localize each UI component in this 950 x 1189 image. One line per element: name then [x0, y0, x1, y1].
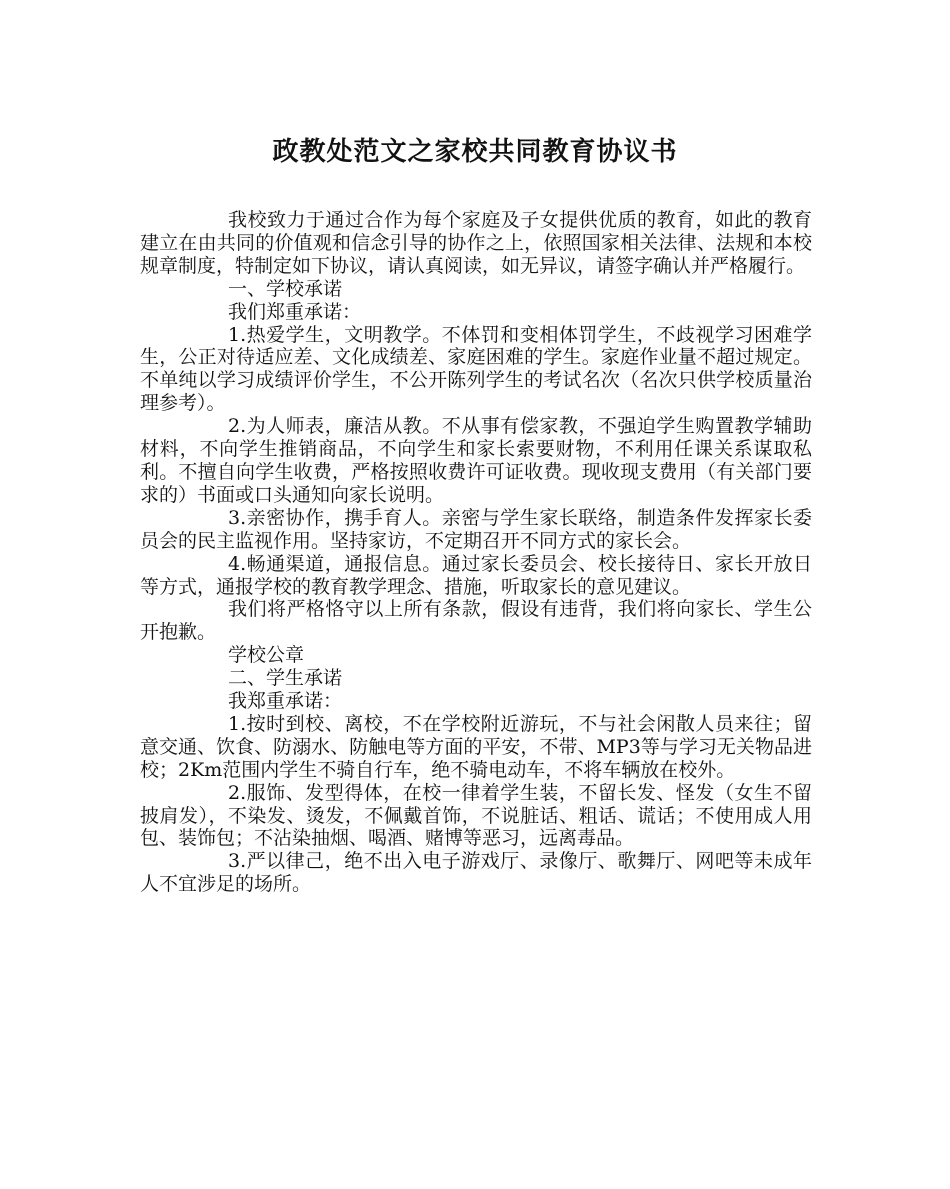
section-heading-student: 二、学生承诺 — [228, 667, 343, 690]
student-pledge-item-1: 1.按时到校、离校，不在学校附近游玩，不与社会闲散人员来往；留意交通、饮食、防溺水、防触电等方面的平安，不带、MP3等与学习无关物品进校；2Km范围内学生不骑自行车，绝不骑电动车，不将车辆放在校外。 — [140, 712, 812, 781]
school-pledge-lead: 我们郑重承诺： — [228, 300, 362, 323]
school-pledge-item-3: 3.亲密协作，携手育人。亲密与学生家长联络，制造条件发挥家长委员会的民主监视作用。坚持家访，不定期召开不同方式的家长会。 — [140, 506, 812, 552]
intro-paragraph: 我校致力于通过合作为每个家庭及子女提供优质的教育，如此的教育建立在由共同的价值观和信念引导的协作之上，依照国家相关法律、法规和本校规章制度，特制定如下协议，请认真阅读，如无异议，请签字确认并严格履行。 — [140, 209, 812, 277]
student-pledge-item-2: 2.服饰、发型得体，在校一律着学生装，不留长发、怪发（女生不留披肩发），不染发、烫发，不佩戴首饰，不说脏话、粗话、谎话；不使用成人用包、装饰包；不沾染抽烟、喝酒、赌博等恶习，远离毒品。 — [140, 781, 812, 850]
document-body — [140, 209, 812, 896]
school-pledge-item-4: 4.畅通渠道，通报信息。通过家长委员会、校长接待日、家长开放日等方式，通报学校的教育教学理念、措施，听取家长的意见建议。 — [140, 552, 812, 598]
student-pledge-item-3: 3.严以律己，绝不出入电子游戏厅、录像厅、歌舞厅、网吧等未成年人不宜涉足的场所。 — [140, 850, 812, 896]
student-pledge-lead: 我郑重承诺： — [228, 690, 343, 713]
school-seal-label: 学校公章 — [228, 644, 305, 667]
school-pledge-closing: 我们将严格恪守以上所有条款，假设有违背，我们将向家长、学生公开抱歉。 — [140, 598, 812, 644]
school-pledge-item-2: 2.为人师表，廉洁从教。不从事有偿家教，不强迫学生购置教学辅助材料，不向学生推销商品，不向学生和家长索要财物，不利用任课关系谋取私利。不擅自向学生收费，严格按照收费许可证收费。现收现支费用（有关部门要求的）书面或口头通知向家长说明。 — [140, 415, 812, 506]
school-pledge-item-1: 1.热爱学生，文明教学。不体罚和变相体罚学生，不歧视学习困难学生，公正对待适应差、文化成绩差、家庭困难的学生。家庭作业量不超过规定。不单纯以学习成绩评价学生，不公开陈列学生的考试名次（名次只供学校质量治理参考）。 — [140, 323, 812, 415]
document-title: 政教处范文之家校共同教育协议书 — [272, 137, 678, 167]
section-heading-school: 一、学校承诺 — [228, 277, 343, 300]
